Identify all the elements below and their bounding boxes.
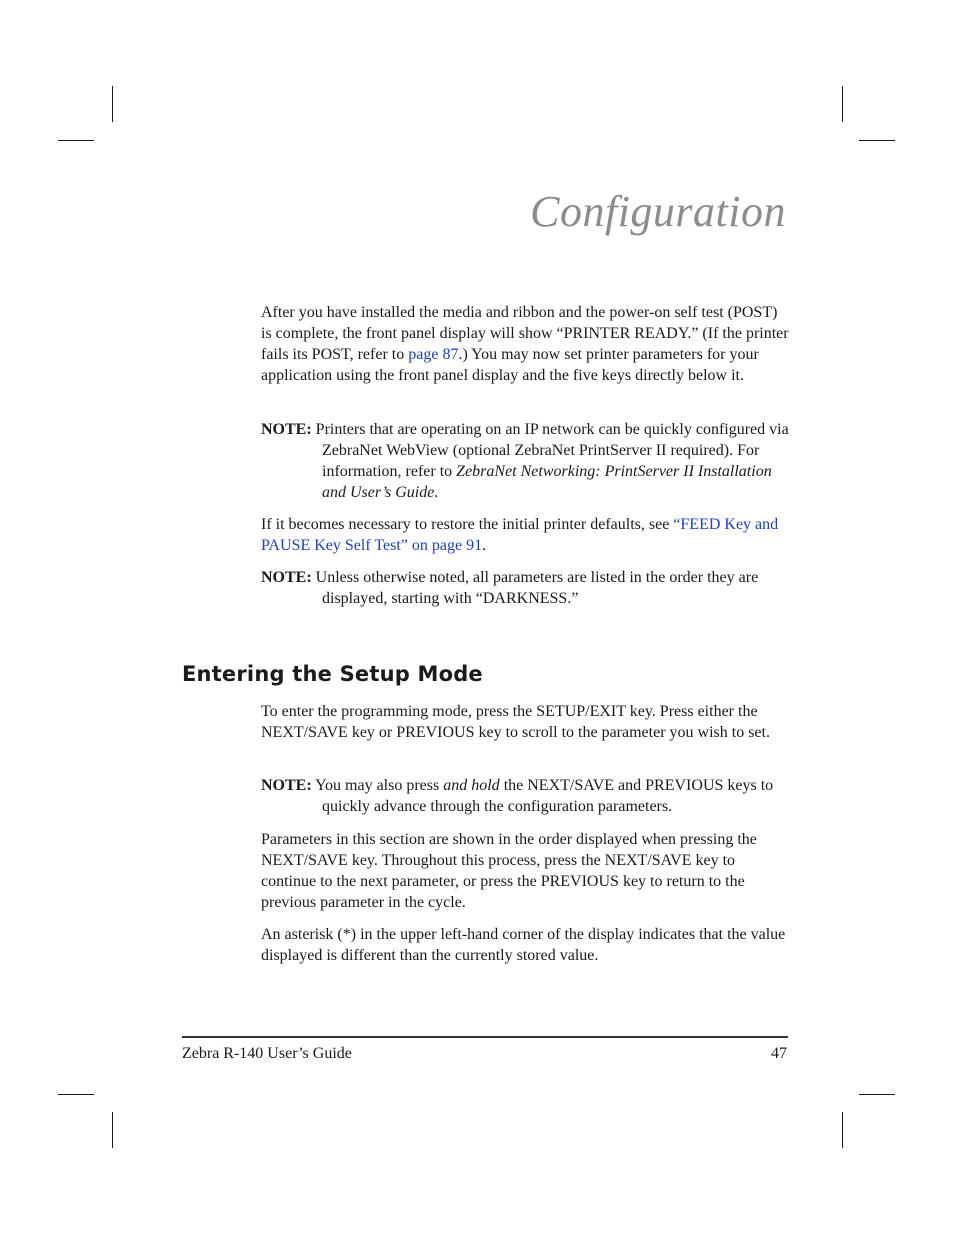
asterisk-text: An asterisk (*) in the upper left-hand corner of the display indicates that the value displayed is different than the currently stored value. [261,926,786,964]
note-text-b: . [434,484,439,501]
crop-mark-top-right-vertical [842,86,843,122]
defaults-text-b: . [482,537,487,554]
note-ip-network [261,419,789,503]
crop-mark-top-left-vertical [112,86,113,122]
note-text: Unless otherwise noted, all parameters are listed in the order they are displayed, starting with “DARKNESS.” [311,569,759,607]
intro-paragraph [261,302,789,386]
crop-mark-top-left-horizontal [58,140,94,141]
footer-page-number: 47 [771,1045,787,1062]
note-block [261,419,789,503]
parameters-order-text: Parameters in this section are shown in the order displayed when pressing the NEXT/SAVE key. Throughout this process, press the NEXT/SAVE key to continue to the next parameter, or press the PREVIOUS key to return to the previous parameter in the cycle. [261,831,757,911]
intro-section [261,302,789,386]
asterisk-paragraph [261,924,789,966]
note-label: NOTE: [261,569,312,586]
setup-intro-text: To enter the programming mode, press the SETUP/EXIT key. Press either the NEXT/SAVE key or PREVIOUS key to scroll to the parameter you wish to set. [261,703,770,741]
setup-intro-paragraph [261,701,789,743]
note-block [261,567,789,609]
note-text-b: the NEXT/SAVE and PREVIOUS keys to quickly advance through the configuration parameters. [322,777,774,815]
crop-mark-bottom-right-horizontal [859,1094,895,1095]
defaults-paragraph [261,514,789,556]
chapter-title: Configuration [530,187,786,236]
intro-text-a: After you have installed the media and ribbon and the power-on self test (POST) is complete, the front panel display will show “PRINTER READY.” (If the printer fails its POST, refer to [261,304,789,363]
note-text-a: Printers that are operating on an IP network can be quickly configured via ZebraNet WebView (optional ZebraNet PrintServer II required). For information, refer to [311,421,789,480]
crop-mark-bottom-left-vertical [112,1112,113,1148]
note-block [261,775,789,817]
section-heading: Entering the Setup Mode [182,662,483,686]
note-label: NOTE: [261,421,312,438]
intro-text-b: .) You may now set printer parameters for your application using the front panel display and the five keys directly below it. [261,346,759,384]
feed-pause-self-test-link[interactable]: “FEED Key and PAUSE Key Self Test” on page 91 [261,516,779,554]
defaults-text-a: If it becomes necessary to restore the initial printer defaults, see [261,516,674,533]
defaults-text [261,514,789,556]
parameters-order-paragraph [261,829,789,913]
crop-mark-bottom-left-horizontal [58,1094,94,1095]
footer-rule [182,1036,788,1038]
note-italic-guide: ZebraNet Networking: PrintServer II Installation and User’s Guide [322,463,772,501]
note-parameter-order [261,567,789,609]
note-label: NOTE: [261,777,312,794]
page-87-link[interactable]: page 87 [408,346,459,363]
note-italic: and hold [443,777,500,794]
note-press-and-hold [261,775,789,817]
crop-mark-top-right-horizontal [859,140,895,141]
crop-mark-bottom-right-vertical [842,1112,843,1148]
note-text-a: You may also press [311,777,444,794]
footer-guide-title: Zebra R-140 User’s Guide [182,1045,352,1062]
